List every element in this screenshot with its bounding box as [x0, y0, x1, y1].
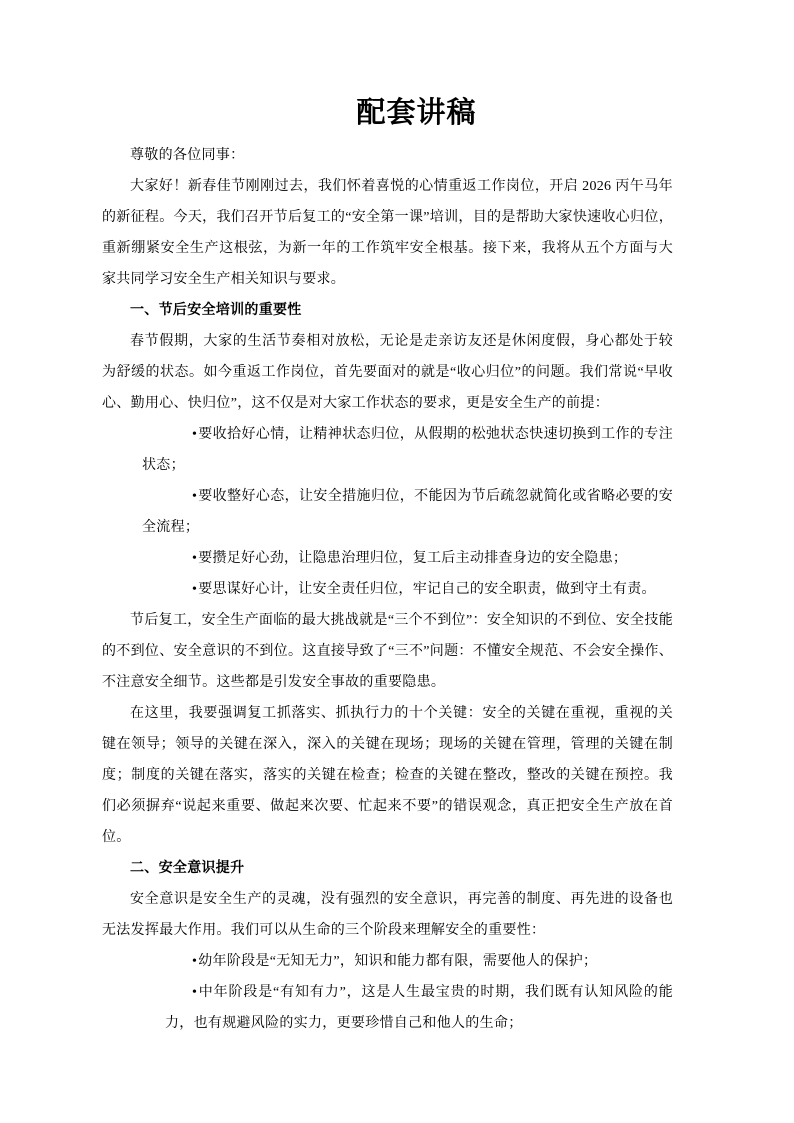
bullet-item — [102, 543, 673, 574]
section-1-heading: 一、节后安全培训的重要性 — [130, 303, 302, 318]
bullet-icon: • — [192, 489, 198, 504]
bullet-item — [102, 419, 673, 481]
salutation: 尊敬的各位同事： — [130, 148, 245, 163]
bullet-text: 要收整好心态，让安全措施归位，不能因为节后疏忽就简化或省略必要的安全流程； — [142, 489, 673, 535]
document-content — [102, 92, 673, 1039]
bullet-text: 要收拾好心情，让精神状态归位，从假期的松弛状态快速切换到工作的专注状态； — [142, 427, 673, 473]
bullet-text: 要攒足好心劲，让隐患治理归位，复工后主动排查身边的安全隐患； — [198, 551, 628, 566]
document-title: 配套讲稿 — [356, 97, 477, 129]
intro-paragraph: 大家好！新春佳节刚刚过去，我们怀着喜悦的心情重返工作岗位，开启 2026 丙午马年的新征程。今天，我们召开节后复工的“安全第一课”培训，目的是帮助大家快速收心归位，重新绷紧安全生产这根弦，为新一年的工作筑牢安全根基。接下来，我将从五个方面与大家共同学习安全生产相关知识与要求。 — [102, 179, 673, 287]
section-1-paragraph-1: 春节假期，大家的生活节奏相对放松，无论是走亲访友还是休闲度假，身心都处于较为舒缓的状态。如今重返工作岗位，首先要面对的就是“收心归位”的问题。我们常说“早收心、勤用心、快归位”，这不仅是对大家工作状态的要求，更是安全生产的前提： — [102, 334, 673, 411]
bullet-item — [102, 977, 673, 1039]
bullet-item — [102, 481, 673, 543]
bullet-icon: • — [192, 427, 198, 442]
section-2-paragraph-1: 安全意识是安全生产的灵魂，没有强烈的安全意识，再完善的制度、再先进的设备也无法发挥最大作用。我们可以从生命的三个阶段来理解安全的重要性： — [102, 892, 673, 938]
section-1-paragraph-3: 在这里，我要强调复工抓落实、抓执行力的十个关键：安全的关键在重视，重视的关键在领导；领导的关键在深入，深入的关键在现场；现场的关键在管理，管理的关键在制度；制度的关键在落实，落实的关键在检查；检查的关键在整改，整改的关键在预控。我们必须摒弃“说起来重要、做起来次要、忙起来不要”的错误观念，真正把安全生产放在首位。 — [102, 706, 673, 845]
bullet-item — [102, 946, 673, 977]
bullet-icon: • — [192, 582, 198, 597]
bullet-text: 要思谋好心计，让安全责任归位，牢记自己的安全职责，做到守土有责。 — [198, 582, 656, 597]
bullet-icon: • — [192, 551, 198, 566]
bullet-text: 幼年阶段是“无知无力”，知识和能力都有限，需要他人的保护； — [198, 954, 598, 969]
bullet-icon: • — [192, 985, 198, 1000]
bullet-text: 中年阶段是“有知有力”，这是人生最宝贵的时期，我们既有认知风险的能力，也有规避风险的实力，更要珍惜自己和他人的生命； — [165, 985, 673, 1031]
bullet-icon: • — [192, 954, 198, 969]
bullet-item — [102, 574, 673, 605]
section-2-heading: 二、安全意识提升 — [130, 861, 245, 876]
section-1-paragraph-2: 节后复工，安全生产面临的最大挑战就是“三个不到位”：安全知识的不到位、安全技能的不到位、安全意识的不到位。这直接导致了“三不”问题：不懂安全规范、不会安全操作、不注意安全细节。这些都是引发安全事故的重要隐患。 — [102, 613, 673, 690]
